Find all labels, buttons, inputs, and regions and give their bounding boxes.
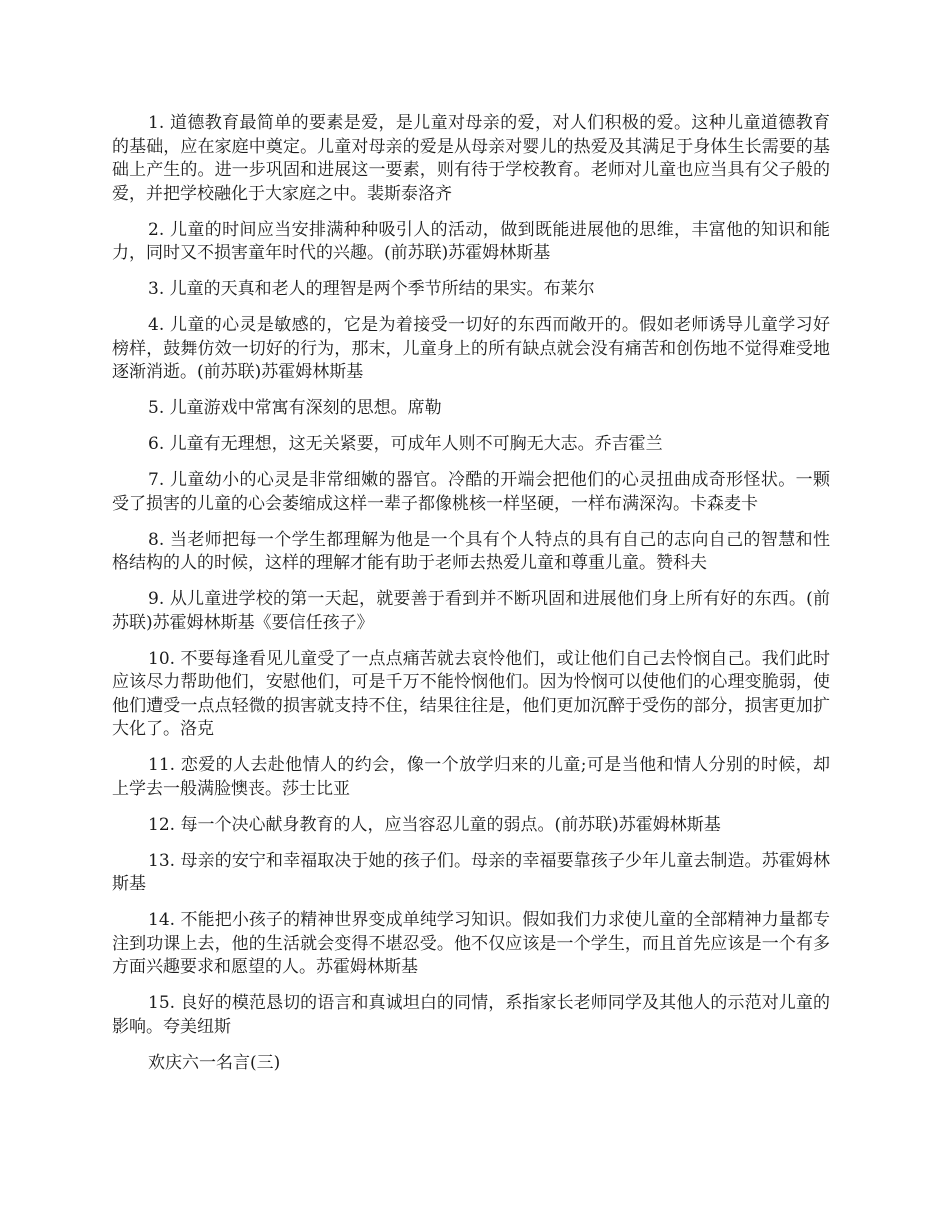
quote-paragraph-14: 14. 不能把小孩子的精神世界变成单纯学习知识。假如我们力求使儿童的全部精神力量都专注到功课上去，他的生活就会变得不堪忍受。他不仅应该是一个学生，而且首先应该是一个有多方面兴趣要求和愿望的人。苏霍姆林斯基 <box>112 910 830 977</box>
quote-paragraph-7: 7. 儿童幼小的心灵是非常细嫩的器官。冷酷的开端会把他们的心灵扭曲成奇形怪状。一颗受了损害的儿童的心会萎缩成这样一辈子都像桃核一样坚硬，一样布满深沟。卡森麦卡 <box>112 470 830 514</box>
quote-paragraph-10: 10. 不要每逢看见儿童受了一点点痛苦就去哀怜他们，或让他们自己去怜悯自己。我们此时应该尽力帮助他们，安慰他们，可是千万不能怜悯他们。因为怜悯可以使他们的心理变脆弱，使他们遭受一点点轻微的损害就支持不住，结果往往是，他们更加沉醉于受伤的部分，损害更加扩大化了。洛克 <box>112 648 830 739</box>
quote-paragraph-8: 8. 当老师把每一个学生都理解为他是一个具有个人特点的具有自己的志向自己的智慧和性格结构的人的时候，这样的理解才能有助于老师去热爱儿童和尊重儿童。赞科夫 <box>112 529 830 573</box>
quote-paragraph-4: 4. 儿童的心灵是敏感的，它是为着接受一切好的东西而敞开的。假如老师诱导儿童学习好榜样，鼓舞仿效一切好的行为，那末，儿童身上的所有缺点就会没有痛苦和创伤地不觉得难受地逐渐消逝。(前苏联)苏霍姆林斯基 <box>112 315 830 382</box>
quote-paragraph-2: 2. 儿童的时间应当安排满种种吸引人的活动，做到既能进展他的思维，丰富他的知识和能力，同时又不损害童年时代的兴趣。(前苏联)苏霍姆林斯基 <box>112 219 830 263</box>
quote-paragraph-15: 15. 良好的模范恳切的语言和真诚坦白的同情，系指家长老师同学及其他人的示范对儿童的影响。夸美纽斯 <box>112 993 830 1037</box>
quote-paragraph-6: 6. 儿童有无理想，这无关紧要，可成年人则不可胸无大志。乔吉霍兰 <box>148 434 663 454</box>
quote-paragraph-11: 11. 恋爱的人去赴他情人的约会，像一个放学归来的儿童;可是当他和情人分别的时候，却上学去一般满脸懊丧。莎士比亚 <box>112 755 830 799</box>
document-page <box>112 112 830 1088</box>
quote-paragraph-13: 13. 母亲的安宁和幸福取决于她的孩子们。母亲的幸福要靠孩子少年儿童去制造。苏霍姆林斯基 <box>112 850 830 894</box>
quote-paragraph-9: 9. 从儿童进学校的第一天起，就要善于看到并不断巩固和进展他们身上所有好的东西。(前苏联)苏霍姆林斯基《要信任孩子》 <box>112 589 830 633</box>
quote-paragraph-12: 12. 每一个决心献身教育的人，应当容忍儿童的弱点。(前苏联)苏霍姆林斯基 <box>148 814 721 835</box>
quote-paragraph-5: 5. 儿童游戏中常寓有深刻的思想。席勒 <box>148 398 442 418</box>
section-heading: 欢庆六一名言(三) <box>148 1052 281 1073</box>
quote-paragraph-3: 3. 儿童的天真和老人的理智是两个季节所结的果实。布莱尔 <box>148 279 595 299</box>
quote-paragraph-1: 1. 道德教育最简单的要素是爱，是儿童对母亲的爱，对人们积极的爱。这种儿童道德教育的基础，应在家庭中奠定。儿童对母亲的爱是从母亲对婴儿的热爱及其满足于身体生长需要的基础上产生的。进一步巩固和进展这一要素，则有待于学校教育。老师对儿童也应当具有父子般的爱，并把学校融化于大家庭之中。裴斯泰洛齐 <box>112 113 830 204</box>
